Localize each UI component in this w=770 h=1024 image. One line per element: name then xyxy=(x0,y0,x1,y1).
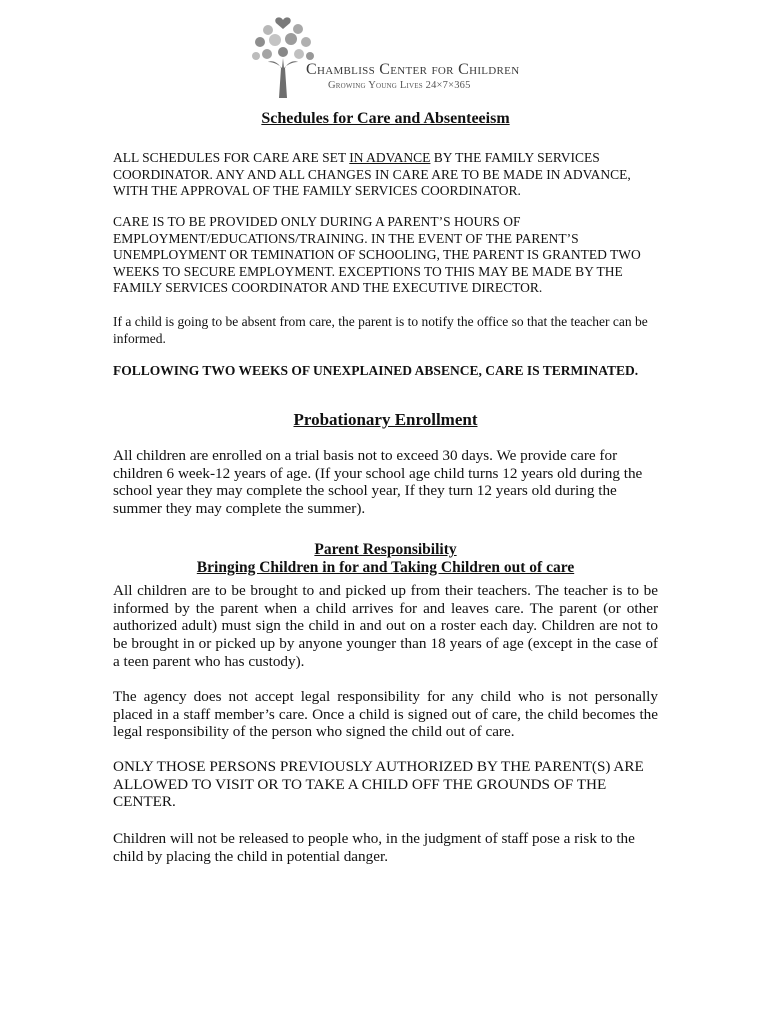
paragraph-text: BY THE FAMILY SERVICES COORDINATOR. ANY AND ALL CHANGES IN CARE ARE TO BE MADE IN ADVANCE, WITH THE APPROVAL OF THE FAMILY SERVICES COORDINATOR. xyxy=(113,150,631,198)
heart-tree-icon xyxy=(248,10,318,98)
paragraph-drop-off-pickup: All children are to be brought to and picked up from their teachers. The teacher is to be informed by the parent when a child arrives for and leaves care. The parent (or other authorized adult) must sign the child in and out on a roster each day. Children are not to be brought in or picked up by anyone younger than 18 years of age (except in the case of a teen parent who has custody). xyxy=(113,582,658,670)
paragraph-care-hours: CARE IS TO BE PROVIDED ONLY DURING A PARENT’S HOURS OF EMPLOYMENT/EDUCATIONS/TRAINING. IN THE EVENT OF THE PARENT’S UNEMPLOYMENT OR TEMINATION OF SCHOOLING, THE PARENT IS GRANTED TWO WEEKS TO SECURE EMPLOYMENT. EXCEPTIONS TO THIS MAY BE MADE BY THE FAMILY SERVICES COORDINATOR AND THE EXECUTIVE DIRECTOR. xyxy=(113,214,641,295)
heading-probationary: Probationary Enrollment xyxy=(293,410,478,429)
paragraph-termination-warning: FOLLOWING TWO WEEKS OF UNEXPLAINED ABSENCE, CARE IS TERMINATED. xyxy=(113,363,639,378)
heading-parent-responsibility: Parent Responsibility xyxy=(314,541,457,558)
paragraph-text: ALL SCHEDULES FOR CARE ARE SET xyxy=(113,150,350,165)
paragraph-release-risk: Children will not be released to people who, in the judgment of staff pose a risk to the child by placing the child in potential danger. xyxy=(113,830,635,865)
heading-schedules: Schedules for Care and Absenteeism xyxy=(261,110,510,127)
emphasis-in-advance: IN ADVANCE xyxy=(349,150,431,165)
paragraph-legal-responsibility: The agency does not accept legal responsibility for any child who is not personally placed in a staff member’s care. Once a child is signed out of care, the child becomes the legal responsibility of the person who signed the child out of care. xyxy=(113,688,658,741)
paragraph-authorized-persons: ONLY THOSE PERSONS PREVIOUSLY AUTHORIZED BY THE PARENT(S) ARE ALLOWED TO VISIT OR TO TAKE A CHILD OFF THE GROUNDS OF THE CENTER. xyxy=(113,758,644,811)
paragraph-absence-notify: If a child is going to be absent from care, the parent is to notify the office so that the teacher can be informed. xyxy=(113,314,648,346)
paragraph-trial-basis: All children are enrolled on a trial basis not to exceed 30 days. We provide care for children 6 week-12 years of age. (If your school age child turns 12 years old during the school year they may complete the school year, If they turn 12 years old during the summer they may complete the summer). xyxy=(113,447,643,518)
logo-tagline: Growing Young Lives 24×7×365 xyxy=(328,80,471,91)
chambliss-logo xyxy=(248,10,538,98)
logo-name: Chambliss Center for Children xyxy=(306,61,520,78)
subheading-bringing-children: Bringing Children in for and Taking Children out of care xyxy=(196,559,575,576)
paragraph-schedules-advance xyxy=(113,150,658,200)
